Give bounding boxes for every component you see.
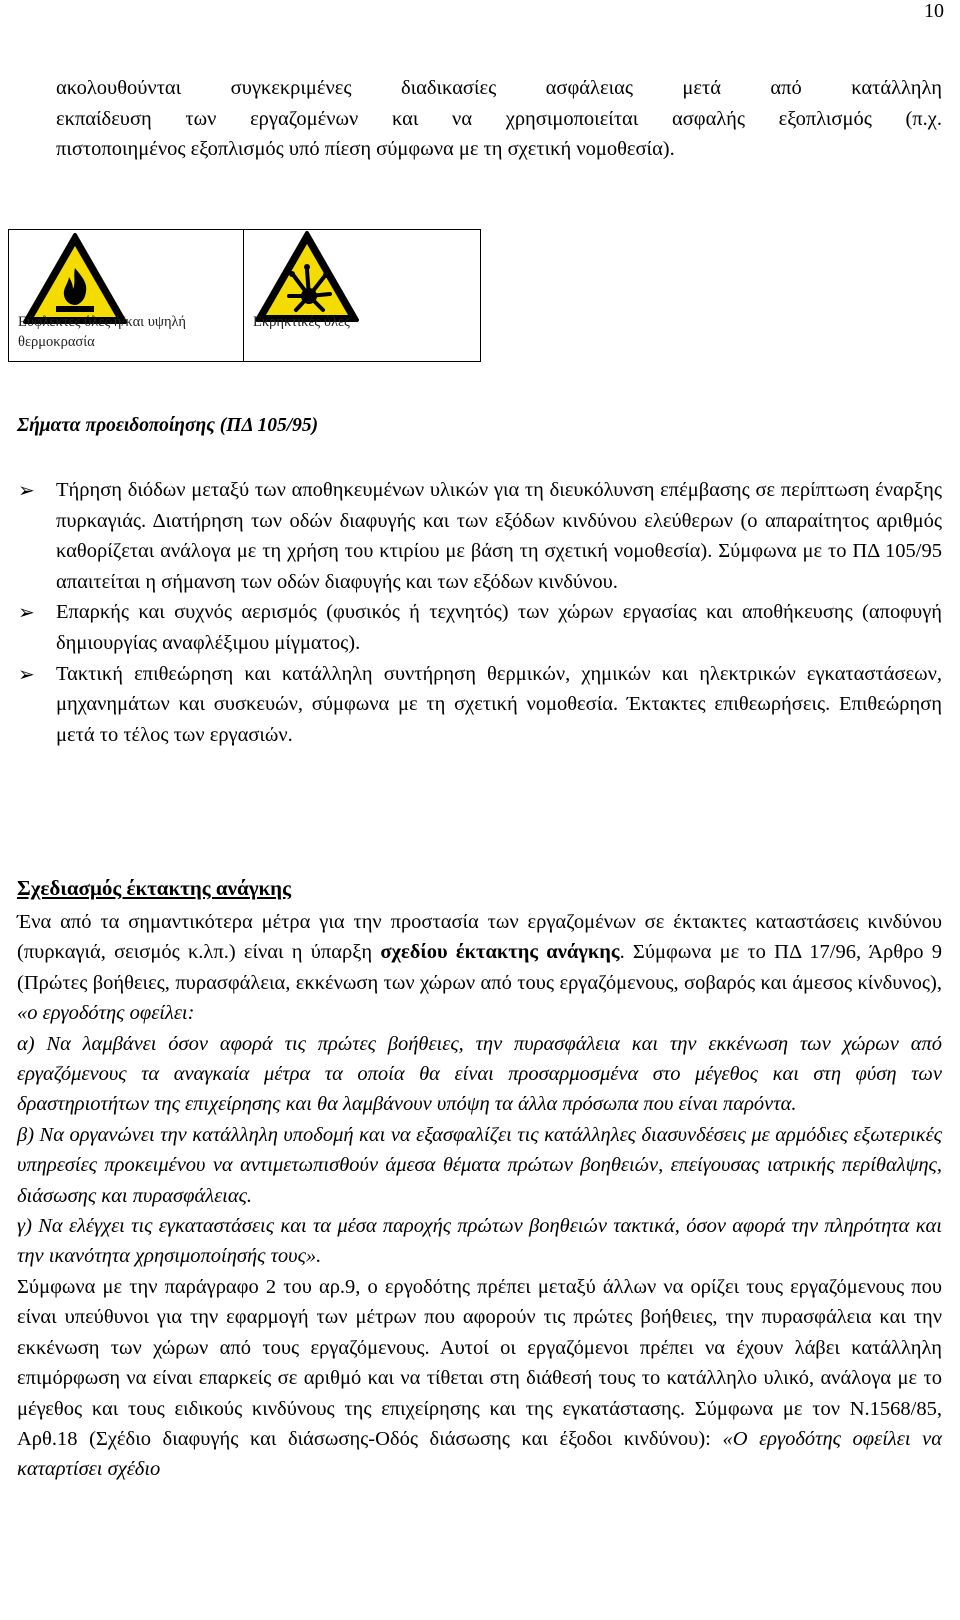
arrowhead-bullet-icon: ➢	[18, 600, 35, 625]
warning-signs-table	[8, 229, 481, 362]
list-item-text: Τήρηση διόδων μεταξύ των αποθηκευμένων υλικών για τη διευκόλυνση επέμβασης σε περίπτωση έναρξης πυρκαγιάς. Διατήρηση των οδών διαφυγής και των εξόδων κινδύνου ελεύθερων (ο απαραίτητος αριθμός καθορίζεται ανάλογα με τη χρήση του κτιρίου με βάση τη σχετική νομοθεσία). Σύμφωνα με το ΠΔ 105/95 απαιτείται η σήμανση των οδών διαφυγής και των εξόδων κινδύνου.	[56, 479, 942, 593]
obligation-b: β) Να οργανώνει την κατάλληλη υποδομή και να εξασφαλίζει τις κατάλληλες διασυνδέσεις με αρμόδιες εξωτερικές υπηρεσίες προκειμένου να αντιμετωπισθούν άμεσα θέματα πρώτων βοηθειών, επείγουσας ιατρικής περίθαλψης, διάσωσης και πυρασφάλειας.	[17, 1123, 942, 1207]
list-item	[18, 475, 942, 597]
paragraph-intro	[17, 907, 942, 1029]
text-run: Ένα από τα σημαντικότερα μέτρα για την προστασία των εργαζομένων σε έκτακτες καταστάσεις κινδύνου (πυρκαγιά, σεισμός κ.λπ.) είναι η ύπαρξη	[17, 911, 942, 964]
quote-start: «ο εργοδότης οφείλει:	[17, 1002, 195, 1025]
obligation-c: γ) Να ελέγχει τις εγκαταστάσεις και τα μέσα παροχής πρώτων βοηθειών τακτικά, όσον αφορά την πληρότητα και την ικανότητα χρησιμοποίησής τους».	[17, 1215, 942, 1268]
flammable-caption: Εύφλεκτες ύλες ή/και υψηλή θερμοκρασία	[18, 314, 187, 350]
arrowhead-bullet-icon: ➢	[18, 478, 35, 502]
quote-start: «Ο εργοδότης οφείλει να καταρτίσει σχέδιο	[17, 1427, 943, 1481]
sign-cell-explosive	[244, 230, 480, 361]
obligation-a: α) Να λαμβάνει όσον αφορά τις πρώτες βοήθειες, την πυρασφάλεια και την εκκένωση των χώρων από εργαζόμενους τα αναγκαία μέτρα τα οποία θα είναι προσαρμοσμένα στο μέγεθος και στη φύση των δραστηριοτήτων της επιχείρησης και θα λαμβάνουν υπόψη τα άλλα πρόσωπα που είναι παρόντα.	[17, 1032, 942, 1116]
intro-line-1: ακολουθούνται συγκεκριμένες διαδικασίες ασφάλειας μετά από κατάλληλη	[56, 77, 942, 99]
list-item-text: Τακτική επιθεώρηση και κατάλληλη συντήρηση θερμικών, χημικών και ηλεκτρικών εγκαταστάσεων, μηχανημάτων και συσκευών, σύμφωνα με τη σχετική νομοθεσία. Έκτακτες επιθεωρήσεις. Επιθεώρηση μετά το τέλος των εργασιών.	[56, 662, 942, 746]
explosive-warning-icon	[254, 230, 360, 324]
text-run: Σύμφωνα με την παράγραφο 2 του αρ.9, ο εργοδότης πρέπει μεταξύ άλλων να ορίζει τους εργαζόμενους που είναι υπεύθυνοι για την εφαρμογή των μέτρων που αφορούν τις πρώτες βοήθειες, την πυρασφάλεια και την εκκένωση των χώρων από τους εργαζόμενους. Αυτοί οι εργαζόμενοι πρέπει να έχουν λάβει κατάλληλη επιμόρφωση να είναι επαρκείς σε αριθμό και να τίθεται στη διάθεσή τους το κατάλληλο υλικό, ανάλογα με το μέγεθος και τους ειδικούς κινδύνους της επιχείρησης και της εγκατάστασης. Σύμφωνα με τον Ν.1568/85, Αρθ.18 (Σχέδιο διαφυγής και διάσωσης-Οδός διάσωσης και έξοδοι κινδύνου):	[17, 1275, 942, 1450]
arrowhead-bullet-icon: ➢	[18, 661, 35, 686]
intro-line-3: πιστοποιημένος εξοπλισμός υπό πίεση σύμφωνα με τη σχετική νομοθεσία).	[56, 138, 675, 160]
list-item-text: Επαρκής και συχνός αερισμός (φυσικός ή τεχνητός) των χώρων εργασίας και αποθήκευσης (αποφυγή δημιουργίας αναφλέξιμου μίγματος).	[56, 601, 942, 654]
list-item	[18, 597, 942, 658]
text-run: . Σύμφωνα με το ΠΔ 17/96, Άρθρο 9 (Πρώτες βοήθειες, πυρασφάλεια, εκκένωση των χώρων από τους εργαζόμενους, σοβαρός και άμεσος κίνδυνος),	[17, 941, 943, 994]
intro-line-2: εκπαίδευση των εργαζομένων και να χρησιμοποιείται ασφαλής εξοπλισμός (π.χ.	[56, 108, 942, 130]
list-item	[18, 659, 942, 751]
safety-measures-list	[18, 475, 942, 750]
section-heading: Σχεδιασμός έκτακτης ανάγκης	[17, 876, 291, 900]
emphasis-bold: σχεδίου έκτακτης ανάγκης	[380, 941, 620, 964]
sign-cell-flammable	[9, 230, 244, 361]
paragraph-law	[17, 1272, 942, 1485]
signs-caption: Σήματα προειδοποίησης (ΠΔ 105/95)	[17, 415, 319, 436]
page-number: 10	[924, 0, 944, 22]
section-body	[17, 907, 942, 1485]
explosive-caption: Εκρηκτικές ύλες	[253, 314, 350, 330]
